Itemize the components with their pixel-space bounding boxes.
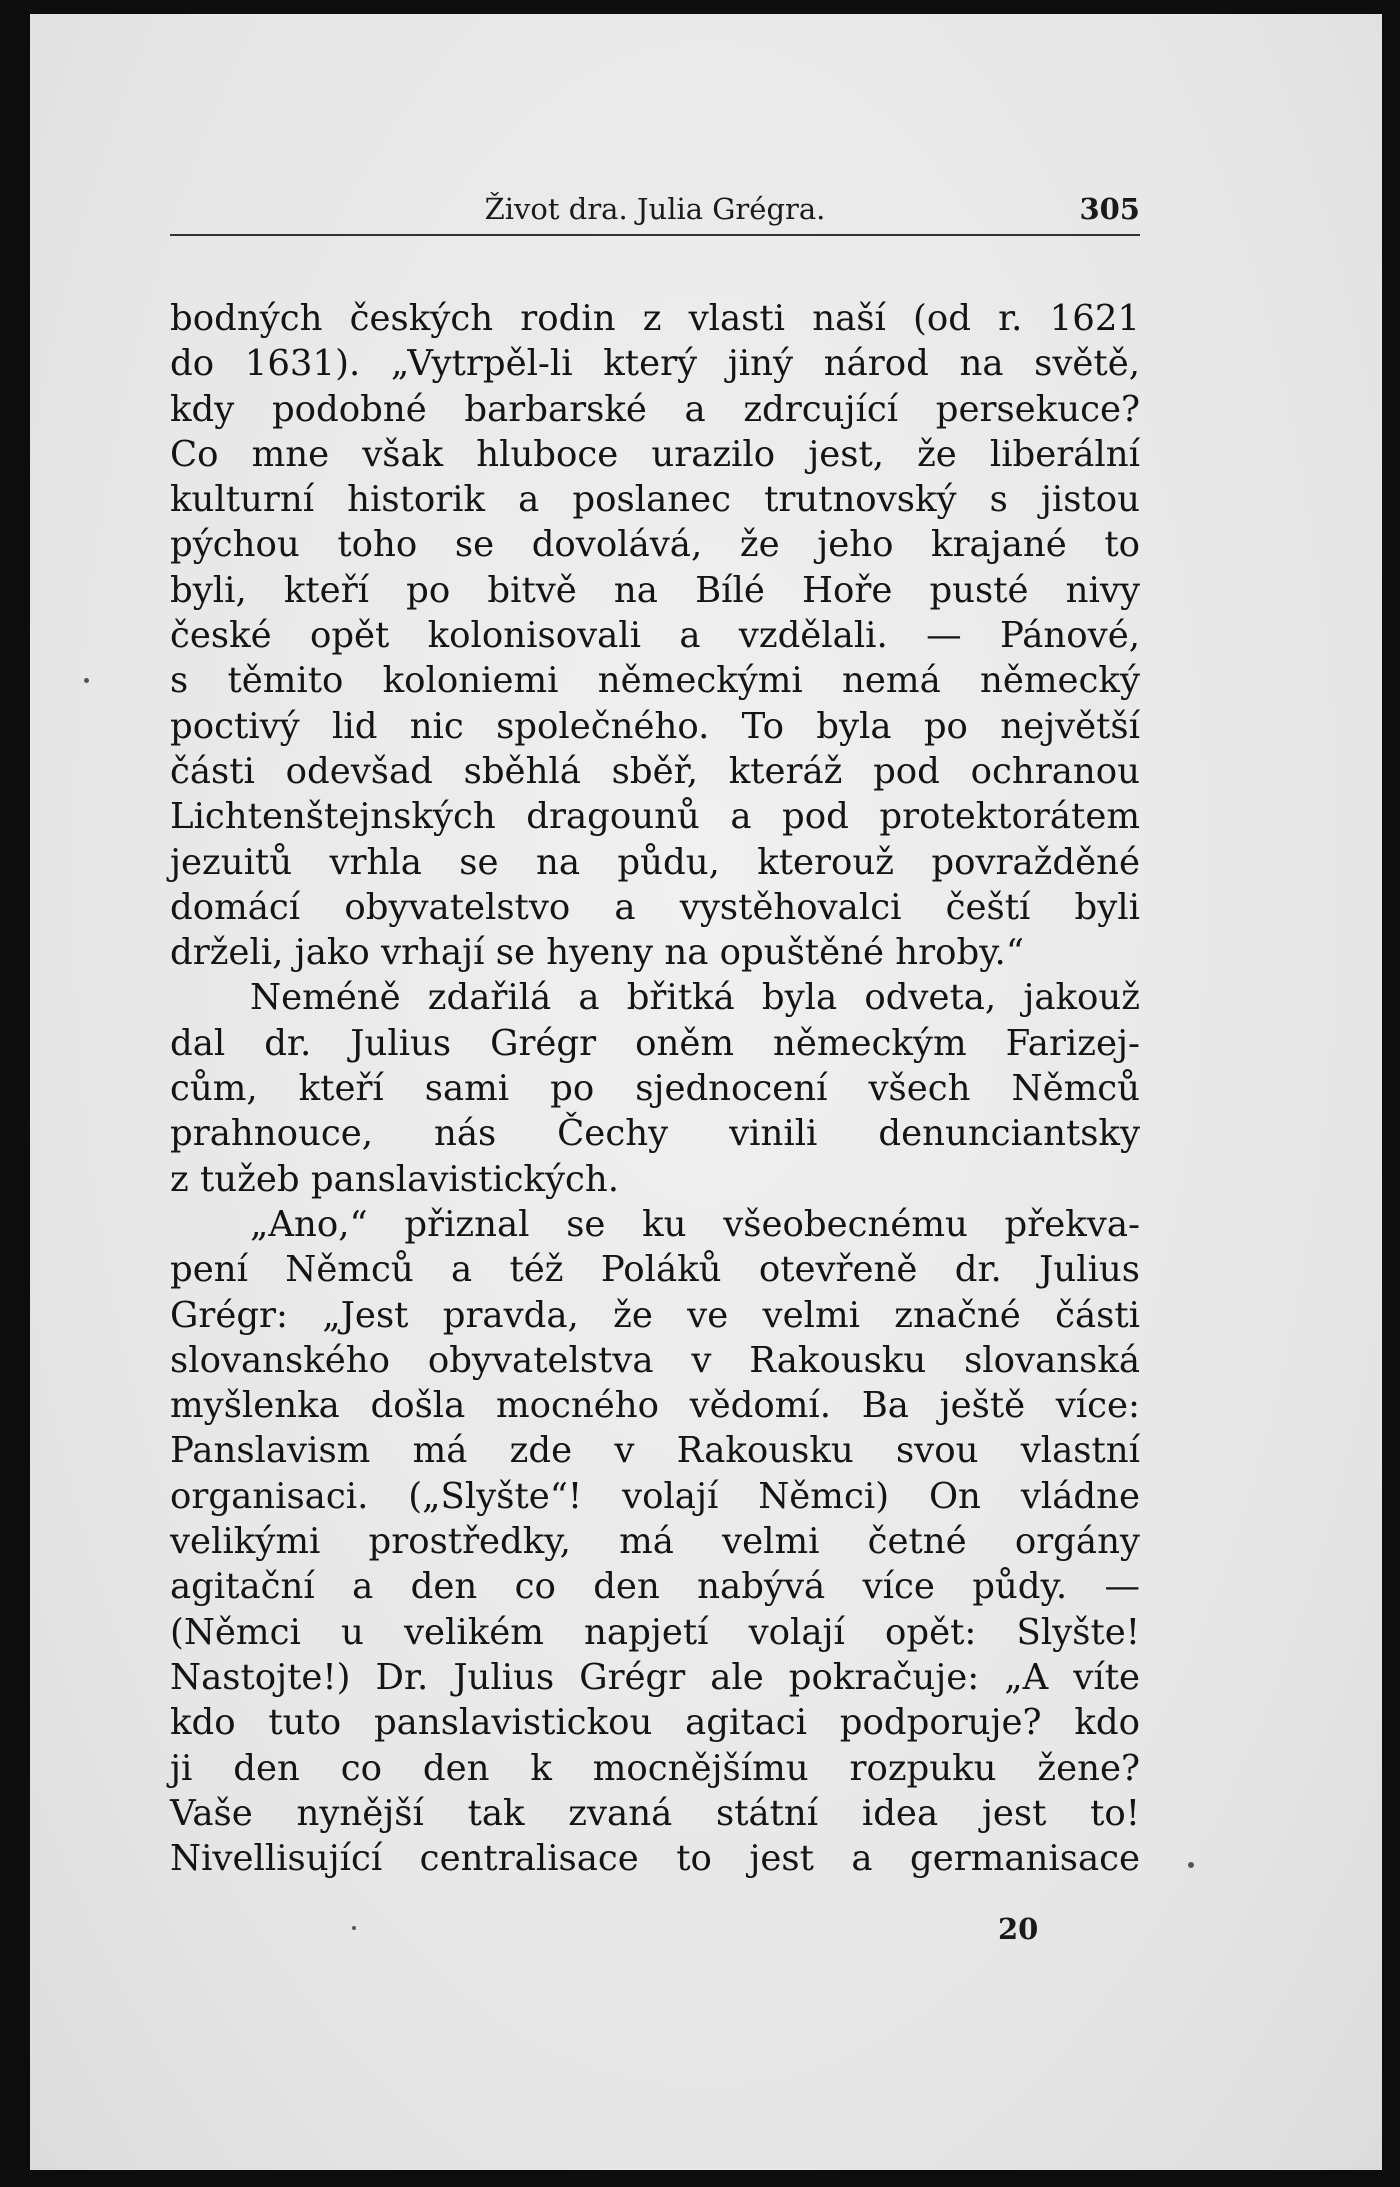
text-line: poctivý lid nic společného. To byla po největší — [170, 705, 1140, 747]
text-line: (Němci u velikém napjetí volají opět: Slyšte! — [170, 1611, 1140, 1653]
text-line: Nivellisující centralisace to jest a germanisace — [170, 1838, 1140, 1880]
text-line: Panslavism má zde v Rakousku svou vlastní — [170, 1430, 1140, 1472]
running-head: Život dra. Julia Grégra. — [484, 192, 826, 226]
text-line: české opět kolonisovali a vzdělali. — Pánové, — [170, 615, 1140, 657]
body-text — [170, 296, 1140, 1881]
text-line: Grégr: „Jest pravda, že ve velmi značné části — [170, 1294, 1140, 1336]
text-line: z tužeb panslavistických. — [170, 1158, 620, 1200]
text-line: pýchou toho se dovolává, že jeho krajané to — [170, 524, 1140, 566]
text-line: agitační a den co den nabývá více půdy. — — [170, 1566, 1140, 1608]
text-line: „Ano,“ přiznal se ku všeobecnému překva- — [250, 1203, 1140, 1245]
text-line: kulturní historik a poslanec trutnovský s jistou — [170, 479, 1140, 521]
print-speck — [1188, 1862, 1194, 1868]
print-speck — [352, 1926, 356, 1930]
text-line: bodných českých rodin z vlasti naší (od r. 1621 — [170, 298, 1140, 339]
text-line: části odevšad sběhlá sběř, kteráž pod ochranou — [170, 750, 1140, 792]
page-number: 305 — [1079, 192, 1140, 226]
text-line: Lichtenštejnských dragounů a pod protektorátem — [170, 796, 1140, 838]
text-line: organisaci. („Slyšte“! volají Němci) On vládne — [170, 1475, 1140, 1517]
signature-mark: 20 — [998, 1912, 1039, 1946]
text-line: slovanského obyvatelstva v Rakousku slovanská — [170, 1339, 1140, 1381]
text-line: Neméně zdařilá a břitká byla odveta, jakouž — [250, 977, 1140, 1019]
text-line: Vaše nynější tak zvaná státní idea jest to! — [170, 1792, 1140, 1834]
print-speck — [84, 678, 89, 683]
text-line: byli, kteří po bitvě na Bílé Hoře pusté nivy — [170, 569, 1140, 611]
text-line: Nastojte!) Dr. Julius Grégr ale pokračuje: „A víte — [170, 1656, 1140, 1698]
book-page — [30, 14, 1382, 2170]
text-line: prahnouce, nás Čechy vinili denunciantsky — [170, 1113, 1140, 1155]
text-line: dal dr. Julius Grégr oněm německým Farizej- — [170, 1022, 1140, 1064]
text-line: jezuitů vrhla se na půdu, kterouž povražděné — [170, 841, 1140, 883]
text-line: s těmito koloniemi německými nemá německý — [170, 660, 1140, 702]
text-line: cům, kteří sami po sjednocení všech Němců — [170, 1068, 1140, 1110]
text-line: Co mne však hluboce urazilo jest, že liberální — [170, 433, 1140, 475]
text-line: myšlenka došla mocného vědomí. Ba ještě více: — [170, 1385, 1140, 1427]
text-line: domácí obyvatelstvo a vystěhovalci čeští byli — [170, 886, 1140, 928]
text-line: kdy podobné barbarské a zdrcující persekuce? — [170, 388, 1140, 430]
text-line: pení Němců a též Poláků otevřeně dr. Julius — [170, 1249, 1140, 1291]
text-line: ji den co den k mocnějšímu rozpuku žene? — [170, 1747, 1140, 1789]
page-header — [170, 184, 1140, 236]
text-line: drželi, jako vrhají se hyeny na opuštěné hroby.“ — [170, 932, 1024, 974]
text-line: velikými prostředky, má velmi četné orgány — [170, 1521, 1140, 1563]
text-line: kdo tuto panslavistickou agitaci podporuje? kdo — [170, 1702, 1140, 1744]
text-line: do 1631). „Vytrpěl-li který jiný národ na světě, — [170, 343, 1140, 385]
